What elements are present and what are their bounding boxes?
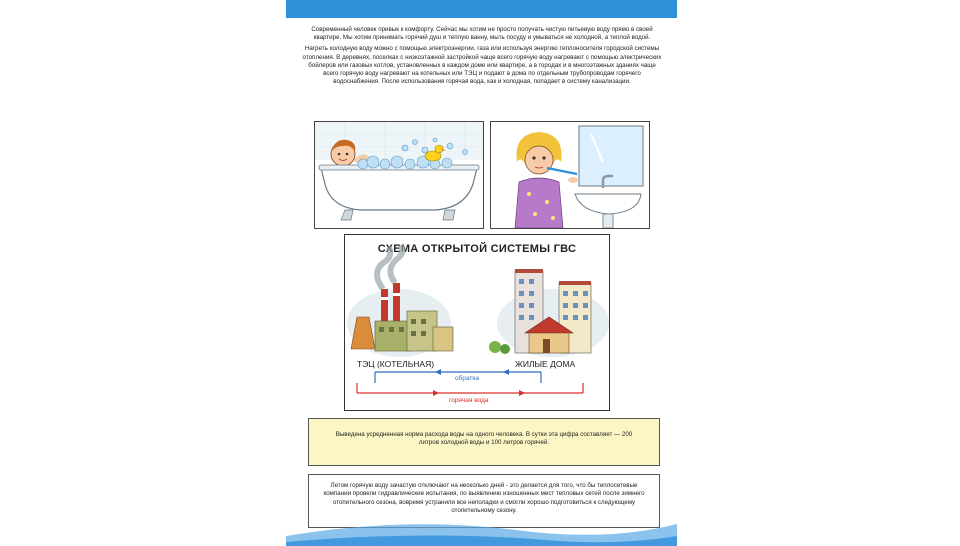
return-line-label: обратка <box>455 375 480 382</box>
scheme-drawing <box>345 235 609 410</box>
bottom-wave-decoration <box>286 506 677 546</box>
tec-label: ТЭЦ (КОТЕЛЬНАЯ) <box>357 359 435 369</box>
paragraph-1: Современный человек привык к комфорту. Сейчас мы хотим не просто получать чистую питьевую воду прямо в своей квартире. Мы хотим принимать горячий душ и теплую ванну, мыть посуду и умываться не холодной, а теплой водой. <box>311 26 653 42</box>
open-hot-water-scheme <box>344 234 610 411</box>
summer-shutdown-text: Летом горячую воду зачастую отключают на несколько дней - это делается для того, что бы теплосетевые компании провели гидравлические испытания, по выявлению изношенных мест тепловых сетей после зимнего отопительного сезона, вовремя устранили все неполадки и смогли хорошо подготовиться к следующему отопительному сезону. <box>323 482 645 514</box>
water-norm-text: Выведена усредненная норма расхода воды на одного человека. В сутки эта цифра составляет — 200 литров холодной воды и 100 литров горячей. <box>335 431 633 447</box>
poster-page <box>286 0 677 546</box>
scheme-title: СХЕМА ОТКРЫТОЙ СИСТЕМЫ ГВС <box>377 243 577 255</box>
water-norm-note <box>308 418 660 466</box>
hot-water-label: горячая вода <box>449 397 489 404</box>
girl-brushing-teeth-image <box>491 122 649 228</box>
top-bar <box>286 0 677 18</box>
intro-text <box>302 26 662 89</box>
bath-illustration <box>314 121 484 229</box>
child-in-bathtub-image <box>315 122 483 228</box>
paragraph-2: Нагреть холодную воду можно с помощью электроэнергии, газа или используя энергию теплоносителя городской системы отопления. В деревнях, поселках с низкоэтажной застройкой чаще всего горячую воду нагревают с помощью электрических бойлеров или газовых котлов, установленных в каждом доме или квартире, а в городах и в многоэтажных зданиях чаще всего горячую воду нагревают на котельных или ТЭЦ и подают в дома по отдельным трубопроводам горячего водоснабжения. После использования горячая вода, как и холодная, попадает в систему канализации. <box>302 45 662 86</box>
sink-illustration <box>490 121 650 229</box>
houses-label: ЖИЛЫЕ ДОМА <box>515 359 576 369</box>
